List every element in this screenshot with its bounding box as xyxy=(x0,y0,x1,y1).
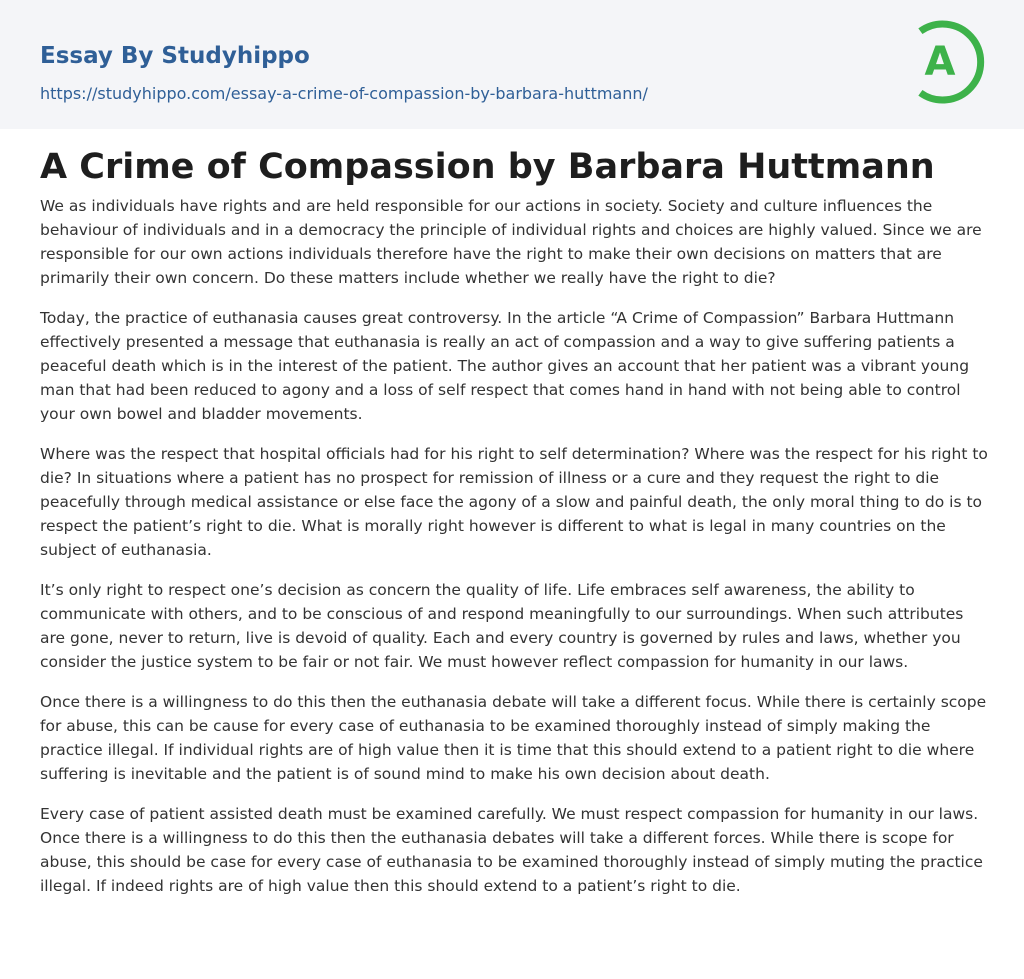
paragraph: It’s only right to respect one’s decision as concern the quality of life. Life embraces self awareness, the ability to communicate with others, and to be conscious of and respond meaningfully to our surroundings. When such attributes are gone, never to return, live is devoid of quality. Each and every country is governed by rules and laws, whether you consider the justice system to be fair or not fair. We must however reflect compassion for humanity in our laws. xyxy=(40,581,964,671)
a-ring-logo-icon[interactable] xyxy=(902,18,990,106)
essay-url-link[interactable]: https://studyhippo.com/essay-a-crime-of-compassion-by-barbara-huttmann/ xyxy=(40,84,648,103)
paragraph: We as individuals have rights and are held responsible for our actions in society. Society and culture influences the behaviour of individuals and in a democracy the principle of individual rights and choices are highly valued. Since we are responsible for our own actions individuals therefore have the right to make their own decisions on matters that are primarily their own concern. Do these matters include whether we really have the right to die? xyxy=(40,197,982,287)
page-title: A Crime of Compassion by Barbara Huttmann xyxy=(40,147,935,187)
logo-letter: A xyxy=(924,39,956,85)
paragraph: Once there is a willingness to do this then the euthanasia debate will take a different focus. While there is certainly scope for abuse, this can be cause for every case of euthanasia to be examined thoroughly instead of simply making the practice illegal. If individual rights are of high value then it is time that this should extend to a patient right to die where suffering is inevitable and the patient is of sound mind to make his own decision about death. xyxy=(40,693,987,783)
paragraph: Today, the practice of euthanasia causes great controversy. In the article “A Crime of Compassion” Barbara Huttmann effectively presented a message that euthanasia is really an act of compassion and a way to give suffering patients a peaceful death which is in the interest of the patient. The author gives an account that her patient was a vibrant young man that had been reduced to agony and a loss of self respect that comes hand in hand with not being able to control your own bowel and bladder movements. xyxy=(40,309,970,423)
paragraph: Every case of patient assisted death must be examined carefully. We must respect compassion for humanity in our laws. Once there is a willingness to do this then the euthanasia debates will take a different forces. While there is scope for abuse, this should be case for every case of euthanasia to be examined thoroughly instead of simply muting the practice illegal. If indeed rights are of high value then this should extend to a patient’s right to die. xyxy=(40,805,983,895)
essay-body xyxy=(40,194,988,914)
site-title[interactable]: Essay By Studyhippo xyxy=(40,43,310,69)
site-header xyxy=(0,0,1024,129)
paragraph: Where was the respect that hospital officials had for his right to self determination? Where was the respect for his right to die? In situations where a patient has no prospect for remission of illness or a cure and they request the right to die peacefully through medical assistance or else face the agony of a slow and painful death, the only moral thing to do is to respect the patient’s right to die. What is morally right however is different to what is legal in many countries on the subject of euthanasia. xyxy=(40,445,988,559)
